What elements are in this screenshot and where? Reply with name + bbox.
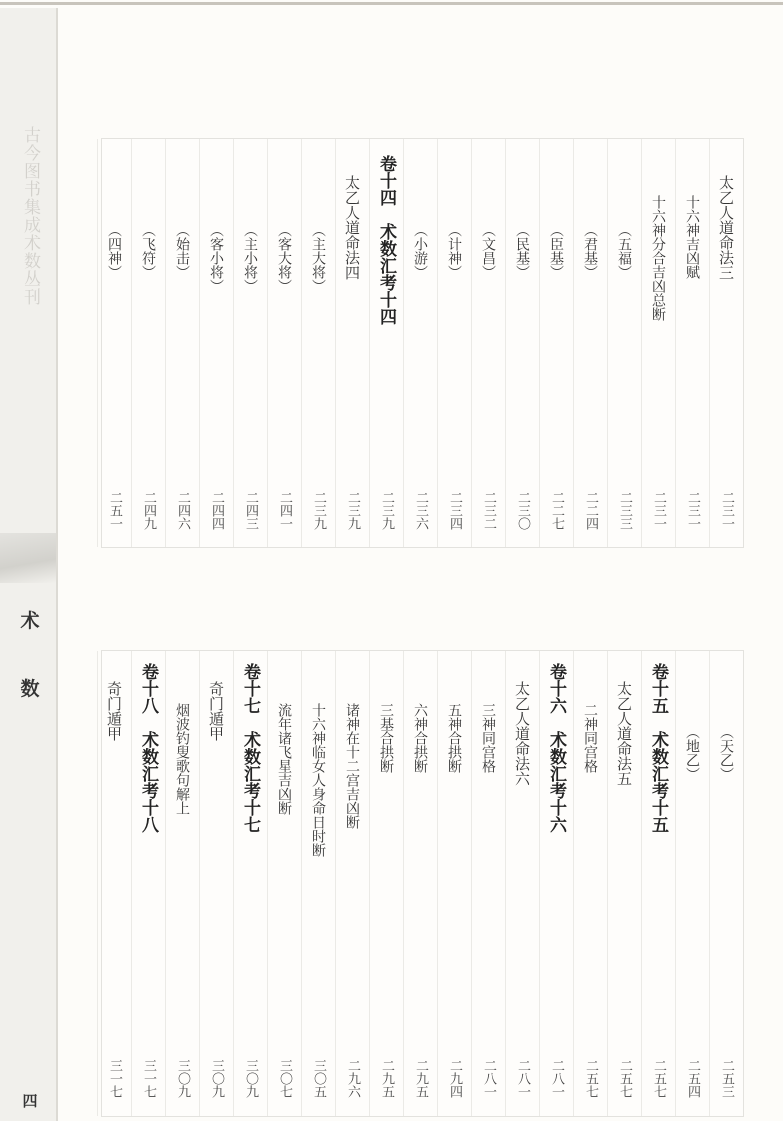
- entry-page-number: 二五一: [107, 491, 122, 530]
- chapter-heading: 卷十八 术数汇考十八: [138, 663, 158, 833]
- entry-page-number: 二三一: [651, 491, 666, 530]
- toc-entry: [165, 139, 199, 547]
- toc-entry: [131, 139, 165, 547]
- toc-entry: [335, 139, 369, 547]
- entry-page-number: 二九六: [345, 1059, 360, 1098]
- entry-title: 奇门遁甲: [207, 681, 225, 741]
- toc-entry: [505, 651, 539, 1116]
- toc-entry: [539, 651, 573, 1116]
- entry-title: 十六神临女人身命日时断: [310, 703, 326, 857]
- entry-title: 十六神吉凶赋: [684, 195, 700, 279]
- entry-title: （主小将）: [242, 223, 258, 293]
- entry-page-number: 三〇九: [243, 1059, 258, 1098]
- toc-entry: [675, 651, 709, 1116]
- entry-page-number: 二五七: [617, 1059, 632, 1098]
- entry-page-number: 二二四: [583, 491, 598, 530]
- toc-entry: [709, 651, 743, 1116]
- toc-entry: [437, 139, 471, 547]
- toc-entry: [675, 139, 709, 547]
- toc-entry: [539, 139, 573, 547]
- entry-page-number: 二四六: [175, 491, 190, 530]
- entry-page-number: 二三九: [345, 491, 360, 530]
- entry-title: 三神同宫格: [480, 703, 496, 773]
- toc-entry: [573, 139, 607, 547]
- entry-title: （四神）: [106, 223, 122, 279]
- entry-page-number: 二五七: [583, 1059, 598, 1098]
- toc-entry: [573, 651, 607, 1116]
- toc-panel-bottom: [101, 650, 744, 1117]
- entry-title: 烟波钓叟歌句解上: [174, 703, 190, 815]
- toc-entry: [233, 651, 267, 1116]
- entry-page-number: 二二七: [549, 491, 564, 530]
- entry-page-number: 二三六: [413, 491, 428, 530]
- entry-page-number: 二九四: [447, 1059, 462, 1098]
- toc-entry: [403, 651, 437, 1116]
- entry-title: （天乙）: [718, 725, 734, 781]
- toc-entry: [369, 139, 403, 547]
- toc-entry: [267, 139, 301, 547]
- entry-page-number: 三〇五: [311, 1059, 326, 1098]
- entry-title: 二神同宫格: [582, 703, 598, 773]
- entry-title: （飞符）: [140, 223, 156, 279]
- entry-page-number: 三〇九: [209, 1059, 224, 1098]
- toc-entry: [165, 651, 199, 1116]
- entry-title: （文昌）: [480, 223, 496, 279]
- chapter-heading: 卷十四 术数汇考十四: [376, 155, 396, 325]
- entry-title: （主大将）: [310, 223, 326, 293]
- toc-entry: [437, 651, 471, 1116]
- chapter-heading: 卷十七 术数汇考十七: [240, 663, 260, 833]
- toc-entry: [97, 651, 131, 1116]
- entry-title: 太乙人道命法三: [717, 175, 735, 280]
- entry-title: （民基）: [514, 223, 530, 279]
- entry-title: （小游）: [412, 223, 428, 279]
- entry-title: 太乙人道命法六: [513, 681, 531, 786]
- section-label-shu2: 数: [20, 678, 40, 700]
- chapter-heading: 卷十五 术数汇考十五: [648, 663, 668, 833]
- toc-entry: [641, 139, 675, 547]
- entry-title: 五神合拱断: [446, 703, 462, 773]
- entry-page-number: 二三九: [311, 491, 326, 530]
- entry-page-number: 二三一: [685, 491, 700, 530]
- entry-title: 诸神在十二宫吉凶断: [344, 703, 360, 829]
- toc-entry: [301, 139, 335, 547]
- entry-title: （客小将）: [208, 223, 224, 293]
- entry-title: （客大将）: [276, 223, 292, 293]
- entry-page-number: 二三三: [617, 491, 632, 530]
- top-rule: [0, 2, 783, 5]
- entry-page-number: 三一七: [141, 1059, 156, 1098]
- entry-title: （臣基）: [548, 223, 564, 279]
- entry-page-number: 二三四: [447, 491, 462, 530]
- entry-page-number: 二九五: [413, 1059, 428, 1098]
- entry-page-number: 二八一: [481, 1059, 496, 1098]
- entry-title: 太乙人道命法五: [615, 681, 633, 786]
- page-number: 四: [22, 1092, 38, 1110]
- toc-entry: [607, 139, 641, 547]
- toc-entry: [301, 651, 335, 1116]
- toc-entry: [471, 139, 505, 547]
- entry-page-number: 二五七: [651, 1059, 666, 1098]
- toc-entry: [267, 651, 301, 1116]
- chapter-heading: 卷十六 术数汇考十六: [546, 663, 566, 833]
- toc-entry: [471, 651, 505, 1116]
- margin-swoosh: [0, 533, 56, 583]
- entry-page-number: 三一七: [107, 1059, 122, 1098]
- entry-page-number: 二三〇: [515, 491, 530, 530]
- entry-title: （君基）: [582, 223, 598, 279]
- entry-page-number: 三〇九: [175, 1059, 190, 1098]
- toc-entry: [131, 651, 165, 1116]
- toc-entry: [97, 139, 131, 547]
- entry-title: （五福）: [616, 223, 632, 279]
- entry-page-number: 三〇七: [277, 1059, 292, 1098]
- entry-page-number: 二四一: [277, 491, 292, 530]
- entry-title: 流年诸飞星吉凶断: [276, 703, 292, 815]
- entry-title: 三基合拱断: [378, 703, 394, 773]
- toc-entry: [199, 139, 233, 547]
- toc-entry: [709, 139, 743, 547]
- series-title: 古今图书集成术数丛刊: [20, 126, 40, 306]
- toc-entry: [607, 651, 641, 1116]
- entry-page-number: 二五四: [685, 1059, 700, 1098]
- entry-page-number: 二三二: [481, 491, 496, 530]
- entry-page-number: 二四三: [243, 491, 258, 530]
- toc-entry: [199, 651, 233, 1116]
- entry-page-number: 二四四: [209, 491, 224, 530]
- entry-title: （地乙）: [684, 725, 700, 781]
- entry-page-number: 二八一: [549, 1059, 564, 1098]
- entry-page-number: 二五三: [719, 1059, 734, 1098]
- entry-title: 六神合拱断: [412, 703, 428, 773]
- toc-entry: [505, 139, 539, 547]
- toc-entry: [369, 651, 403, 1116]
- entry-page-number: 二三九: [379, 491, 394, 530]
- section-label-shu: 术: [20, 610, 40, 632]
- toc-entry: [641, 651, 675, 1116]
- toc-entry: [403, 139, 437, 547]
- entry-title: （计神）: [446, 223, 462, 279]
- entry-page-number: 二九五: [379, 1059, 394, 1098]
- toc-entry: [335, 651, 369, 1116]
- entry-title: 十六神分合吉凶总断: [650, 195, 666, 321]
- entry-title: 太乙人道命法四: [343, 175, 361, 280]
- toc-panel-top: [101, 138, 744, 548]
- toc-entry: [233, 139, 267, 547]
- entry-title: （始击）: [174, 223, 190, 279]
- entry-page-number: 二八一: [515, 1059, 530, 1098]
- entry-page-number: 二三一: [719, 491, 734, 530]
- entry-page-number: 二四九: [141, 491, 156, 530]
- entry-title: 奇门遁甲: [105, 681, 123, 741]
